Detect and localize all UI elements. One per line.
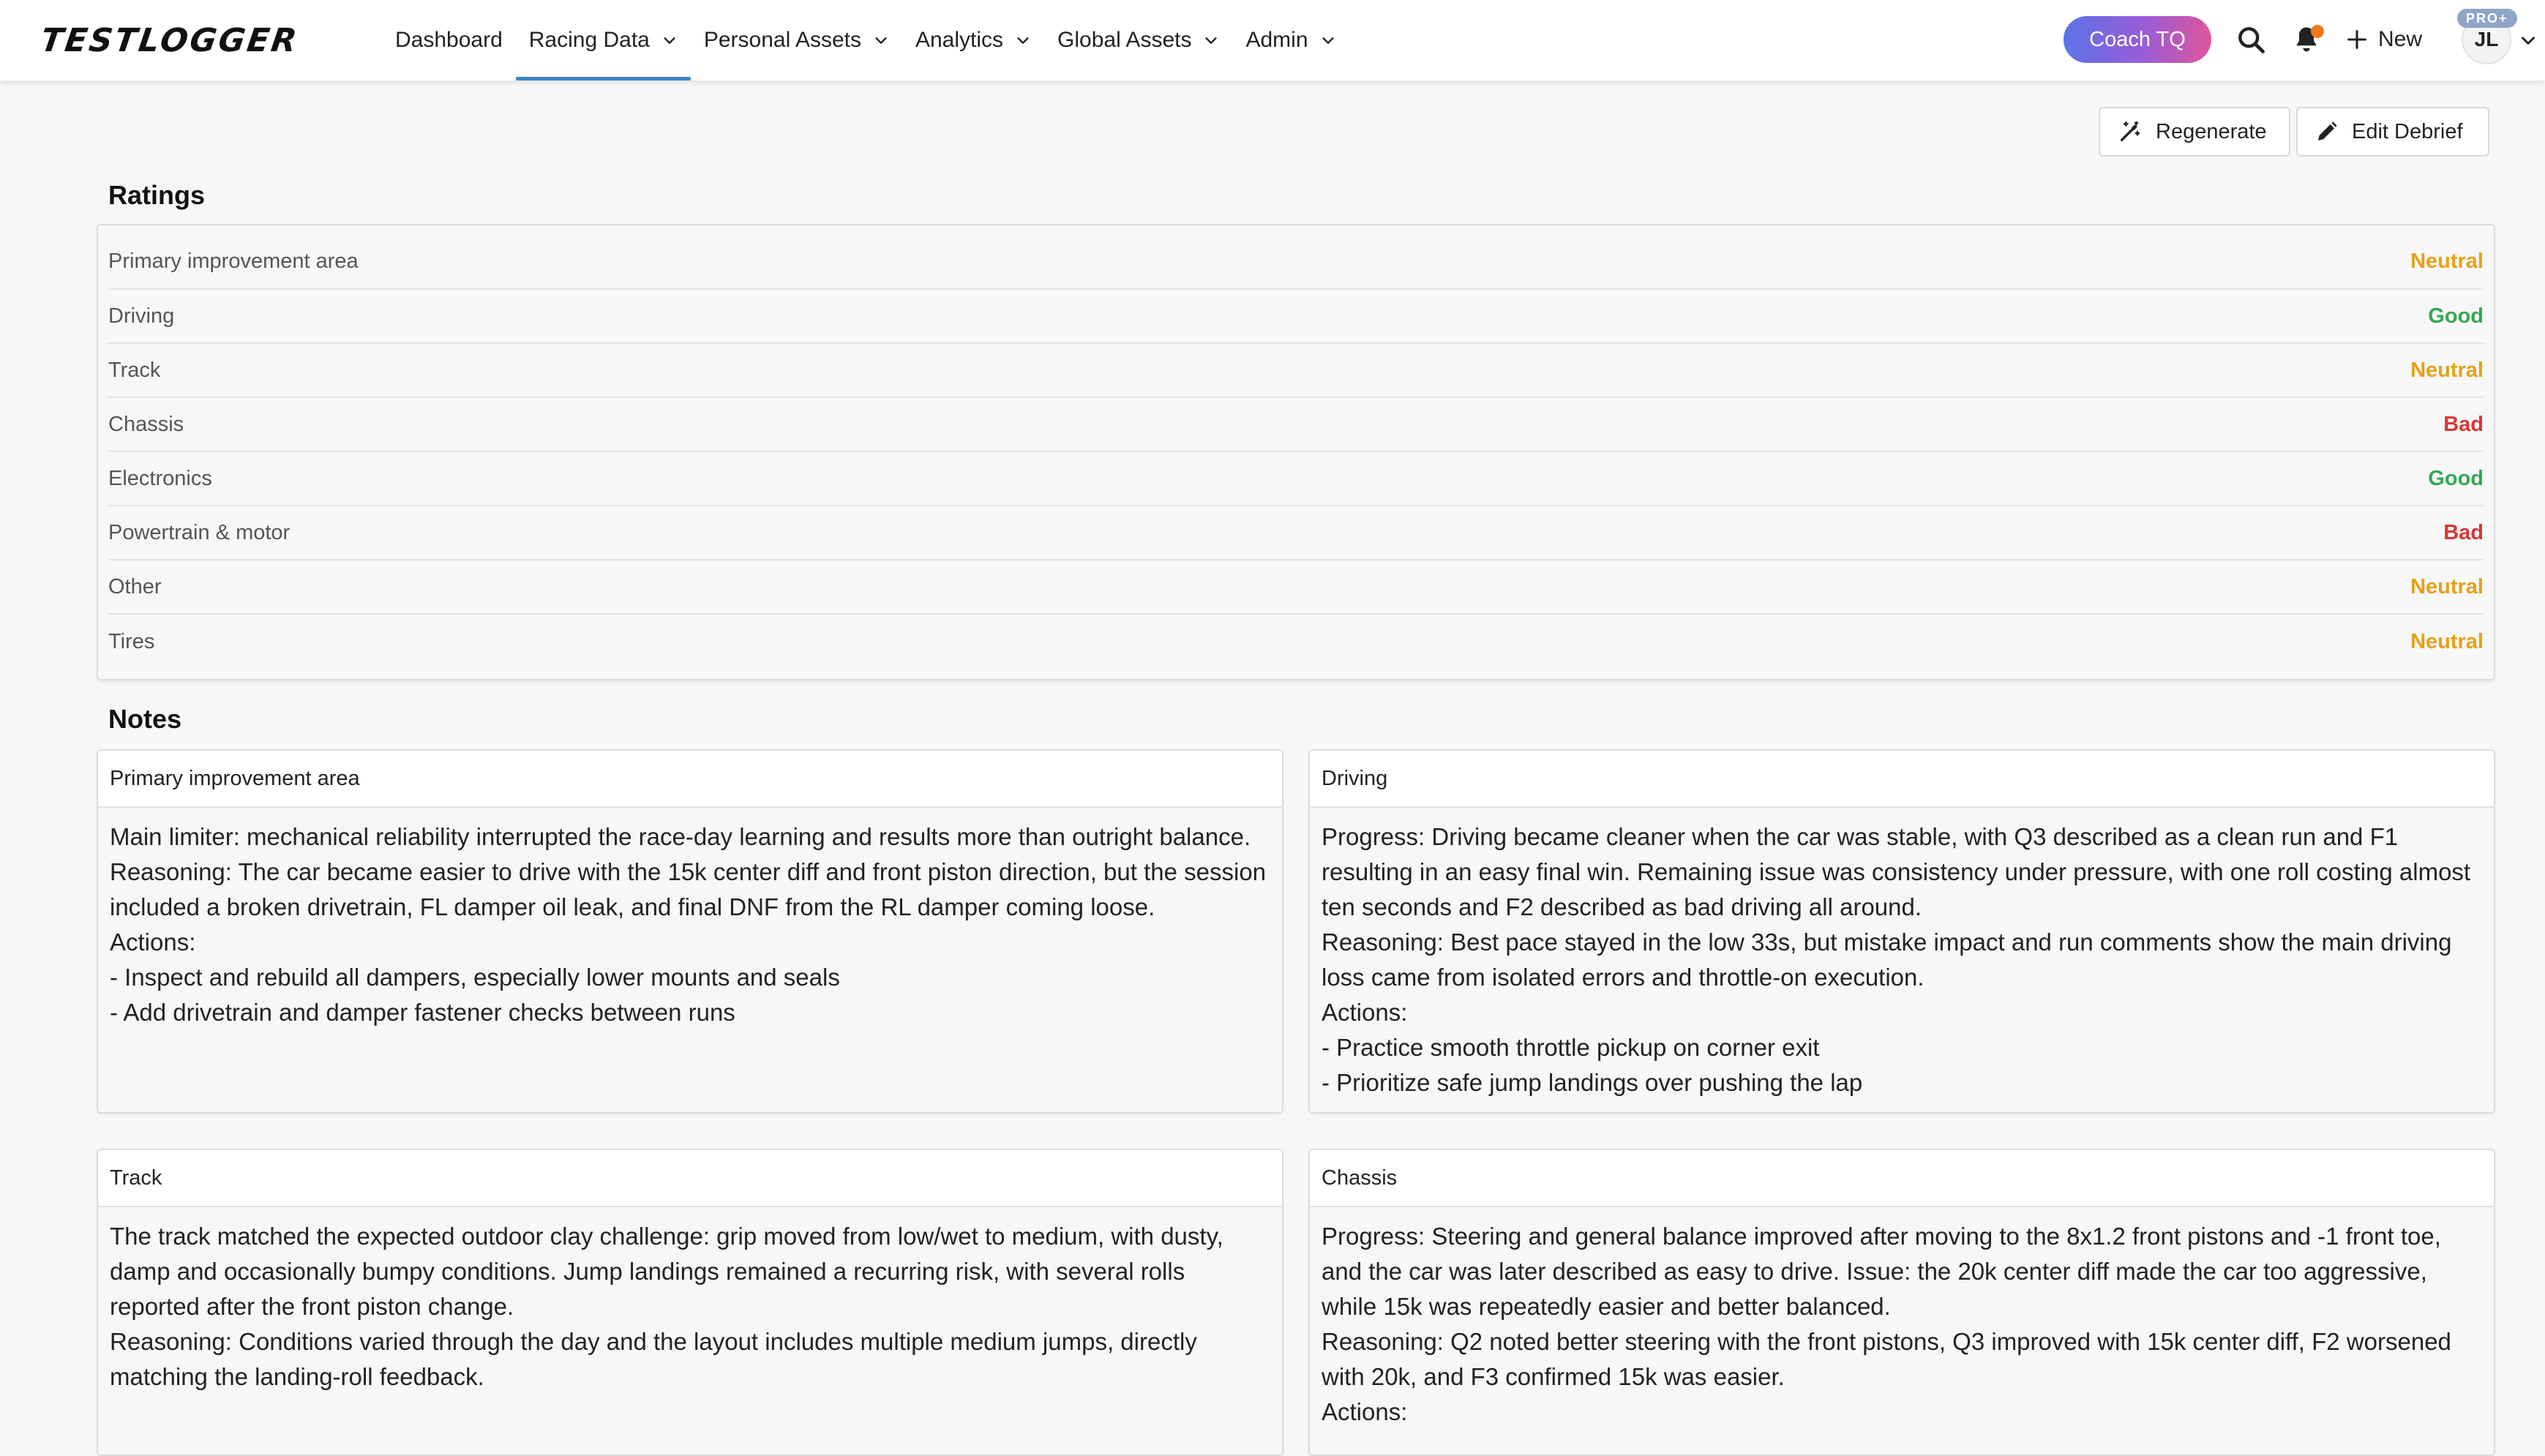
nav-item-label: Global Assets <box>1057 28 1192 52</box>
note-line: Progress: Steering and general balance improved after moving to the 8x1.2 front pistons and -1 front toe, and the car was later described as easy to drive. Issue: the 20k center diff made the car too aggressive, while 15k was repeatedly easier and better balanced. <box>1322 1223 2441 1320</box>
rating-value: Bad <box>2443 520 2484 544</box>
note-line: Progress: Driving became cleaner when the car was stable, with Q3 described as a clean run and F1 resulting in an easy final win. Remaining issue was consistency under pressure, with one roll costing almost ten seconds and F2 described as bad driving all around. <box>1322 823 2471 920</box>
ratings-title: Ratings <box>108 180 206 210</box>
rating-row-primary-improvement-area <box>108 225 2484 290</box>
ratings-list <box>97 224 2495 680</box>
note-line: Actions: <box>1322 1398 1408 1425</box>
plus-icon <box>2345 27 2369 52</box>
rating-label: Powertrain & motor <box>108 520 291 544</box>
app-logo[interactable]: TESTLOGGER <box>38 22 301 59</box>
search-icon[interactable] <box>2235 23 2267 56</box>
note-line: - Add drivetrain and damper fastener checks between runs <box>110 999 735 1026</box>
note-line: - Prioritize safe jump landings over pushing the lap <box>1322 1069 1863 1096</box>
chevron-down-icon <box>1015 32 1031 48</box>
edit-debrief-label: Edit Debrief <box>2352 119 2463 143</box>
rating-value: Neutral <box>2410 574 2484 598</box>
note-card-title: Track <box>98 1150 1282 1207</box>
chevron-down-icon <box>661 32 678 48</box>
note-card-title: Driving <box>1310 751 2494 808</box>
note-line: Reasoning: The car became easier to drive with the 15k center diff and front piston direction, but the session included a broken drivetrain, FL damper oil leak, and final DNF from the RL damper coming loose. <box>110 858 1267 920</box>
chevron-down-icon <box>1320 32 1336 48</box>
note-line: Actions: <box>110 928 196 956</box>
nav-item-label: Analytics <box>915 28 1004 52</box>
rating-row-powertrain-motor <box>108 506 2484 560</box>
nav-item-label: Dashboard <box>395 28 503 52</box>
note-line: Reasoning: Best pace stayed in the low 33s, but mistake impact and run comments show the main driving loss came from isolated errors and throttle-on execution. <box>1322 928 2452 991</box>
rating-value: Neutral <box>2410 629 2484 653</box>
nav-item-personal-assets[interactable] <box>691 0 902 80</box>
nav-item-admin[interactable] <box>1232 0 1349 80</box>
rating-value: Bad <box>2443 412 2484 436</box>
rating-value: Neutral <box>2410 249 2484 273</box>
nav-item-racing-data[interactable] <box>516 0 691 80</box>
top-navbar <box>0 0 2545 80</box>
rating-row-tires <box>108 615 2484 669</box>
note-card-body <box>1310 1207 2494 1430</box>
note-line: Main limiter: mechanical reliability interrupted the race-day learning and results more than outright balance. <box>110 823 1251 850</box>
regenerate-button[interactable] <box>2099 107 2290 157</box>
rating-value: Neutral <box>2410 358 2484 382</box>
note-card-body <box>98 808 1282 1030</box>
new-button-label: New <box>2378 27 2423 51</box>
note-card-body <box>98 1207 1282 1395</box>
nav-item-label: Admin <box>1245 28 1308 52</box>
pro-badge: PRO+ <box>2457 9 2517 28</box>
regenerate-label: Regenerate <box>2156 119 2267 143</box>
note-card-chassis <box>1308 1149 2495 1456</box>
note-line: Reasoning: Conditions varied through the day and the layout includes multiple medium jumps, directly matching the landing-roll feedback. <box>110 1328 1197 1390</box>
note-card-title: Chassis <box>1310 1150 2494 1207</box>
rating-label: Chassis <box>108 412 184 436</box>
rating-row-electronics <box>108 452 2484 506</box>
notes-title: Notes <box>108 704 182 734</box>
note-card-primary-improvement-area <box>97 749 1283 1114</box>
magic-wand-icon <box>2118 119 2143 144</box>
pencil-icon <box>2315 120 2339 143</box>
chevron-down-icon <box>1203 32 1219 48</box>
nav-item-analytics[interactable] <box>902 0 1044 80</box>
new-button[interactable] <box>2345 20 2422 59</box>
note-line: - Inspect and rebuild all dampers, especially lower mounts and seals <box>110 964 840 991</box>
rating-row-chassis <box>108 398 2484 452</box>
rating-label: Track <box>108 358 161 382</box>
note-line: The track matched the expected outdoor clay challenge: grip moved from low/wet to medium, with dusty, damp and occasionally bumpy conditions. Jump landings remained a recurring risk, with several rolls reported after the front piston change. <box>110 1223 1223 1320</box>
chevron-down-icon <box>873 32 889 48</box>
note-line: Actions: <box>1322 999 1408 1026</box>
note-card-driving <box>1308 749 2495 1114</box>
rating-value: Good <box>2428 304 2484 328</box>
coach-tq-button[interactable]: Coach TQ <box>2064 16 2211 63</box>
nav-item-label: Personal Assets <box>703 28 861 52</box>
note-card-track <box>97 1149 1283 1456</box>
note-card-title: Primary improvement area <box>98 751 1282 808</box>
note-card-body <box>1310 808 2494 1100</box>
main-nav <box>382 0 1349 80</box>
notification-dot <box>2311 25 2324 38</box>
rating-row-driving <box>108 290 2484 344</box>
rating-label: Primary improvement area <box>108 249 359 273</box>
nav-item-global-assets[interactable] <box>1044 0 1232 80</box>
rating-row-other <box>108 560 2484 615</box>
rating-row-track <box>108 344 2484 398</box>
nav-item-label: Racing Data <box>528 28 650 52</box>
rating-label: Driving <box>108 304 175 328</box>
rating-value: Good <box>2428 466 2484 490</box>
note-line: - Practice smooth throttle pickup on corner exit <box>1322 1034 1820 1061</box>
nav-item-dashboard[interactable] <box>382 0 516 80</box>
note-line: Reasoning: Q2 noted better steering with the front pistons, Q3 improved with 15k center diff, F2 worsened with 20k, and F3 confirmed 15k was easier. <box>1322 1328 2451 1390</box>
rating-label: Other <box>108 574 162 598</box>
rating-label: Electronics <box>108 466 212 490</box>
rating-label: Tires <box>108 629 155 653</box>
edit-debrief-button[interactable] <box>2296 107 2489 157</box>
chevron-down-icon[interactable] <box>2519 31 2538 50</box>
avatar[interactable]: JL <box>2462 15 2511 64</box>
